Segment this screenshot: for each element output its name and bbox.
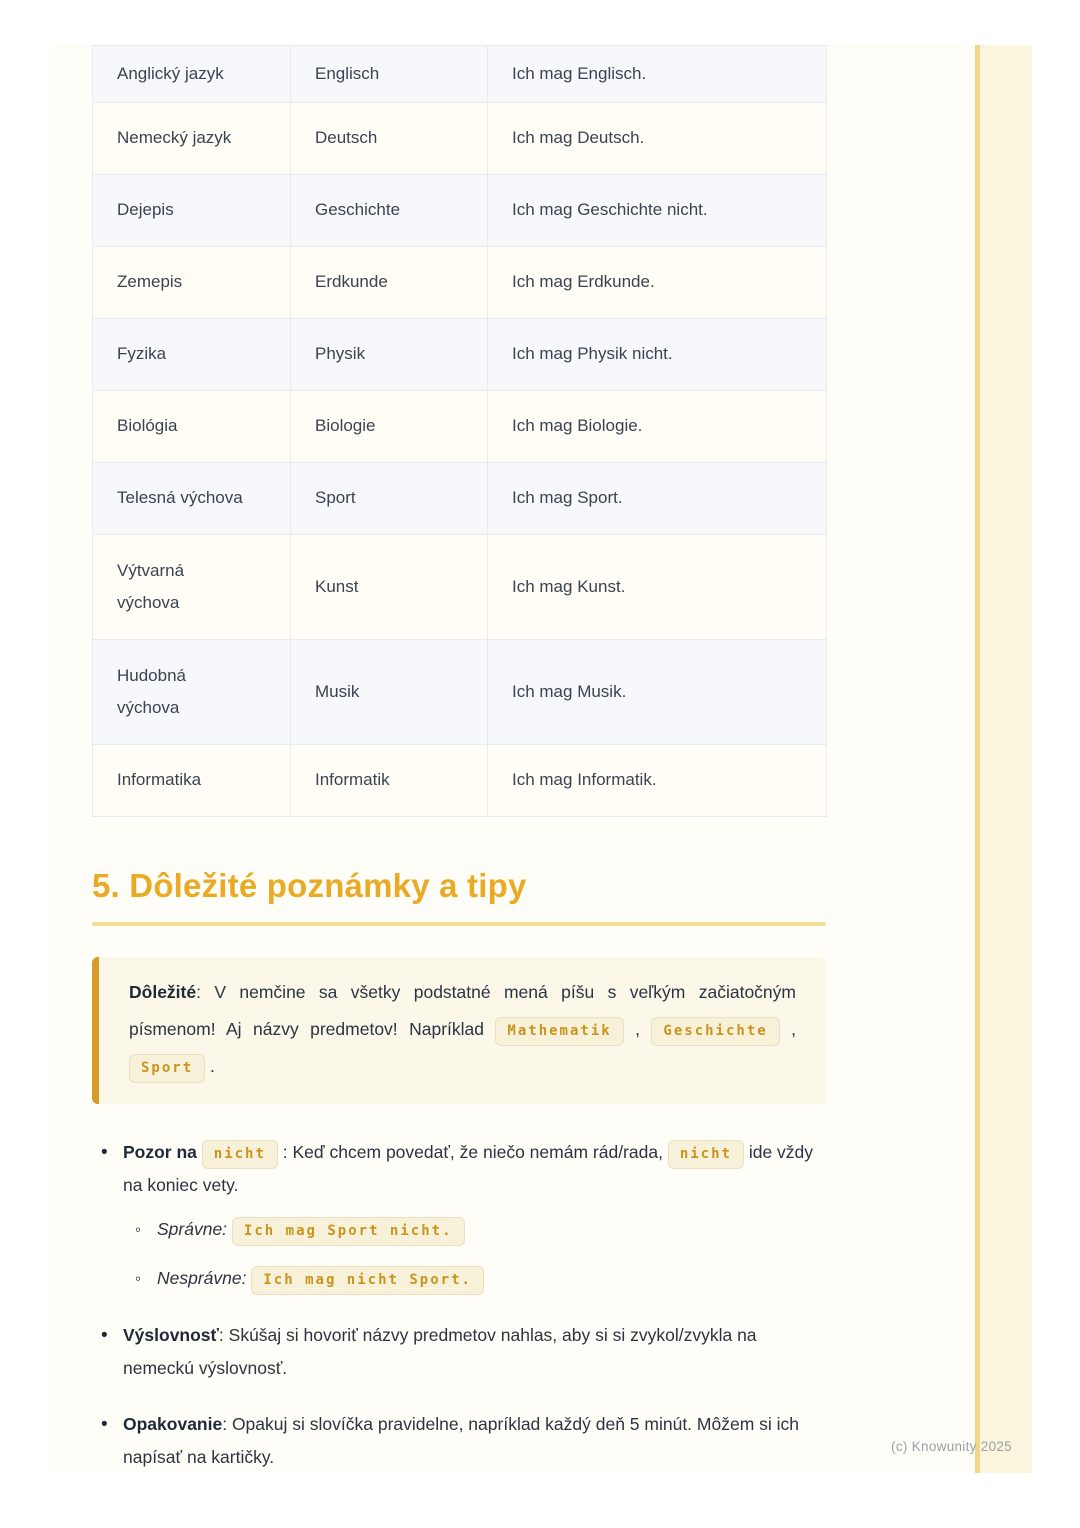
tip-item: • Výslovnosť: Skúšaj si hovoriť názvy predmetov nahlas, aby si si zvykol/zvykla na nemeckú výslovnosť.	[92, 1319, 826, 1385]
subject-sk-cell: Anglický jazyk	[93, 46, 291, 103]
subject-sk-cell: Telesná výchova	[93, 463, 291, 535]
subject-de-cell: Englisch	[291, 46, 488, 103]
page-content	[92, 45, 826, 1497]
tip-item: • Pozor na nicht : Keď chcem povedať, že niečo nemám rád/rada, nicht ide vždy na koniec vety. ◦ Správne: Ich mag Sport nicht. ◦ Nesprávne: Ich mag nicht Sport.	[92, 1136, 826, 1296]
subject-row	[93, 46, 827, 103]
tip-item: • Opakovanie: Opakuj si slovíčka pravidelne, napríklad každý deň 5 minút. Môžem si ich napísať na kartičky.	[92, 1408, 826, 1474]
subject-sk-cell: Výtvarná výchova	[93, 535, 291, 640]
tip-sublist	[123, 1211, 826, 1296]
subject-row	[93, 391, 827, 463]
subject-de-cell: Geschichte	[291, 175, 488, 247]
subject-de-cell: Erdkunde	[291, 247, 488, 319]
subject-example-cell: Ich mag Sport.	[488, 463, 827, 535]
tip-subitem: ◦ Správne: Ich mag Sport nicht.	[123, 1211, 826, 1247]
subject-de-cell: Informatik	[291, 745, 488, 817]
section-heading: 5. Dôležité poznámky a tipy	[92, 867, 527, 904]
subject-de-cell: Musik	[291, 640, 488, 745]
inline-code-badge: Geschichte	[651, 1017, 779, 1046]
subject-row	[93, 175, 827, 247]
inline-code-badge: Mathematik	[495, 1017, 623, 1046]
subject-sk-cell: Fyzika	[93, 319, 291, 391]
notebook-margin-band	[975, 45, 1032, 1473]
subject-example-cell: Ich mag Musik.	[488, 640, 827, 745]
inline-code-badge: Ich mag nicht Sport.	[251, 1266, 484, 1295]
inline-code-badge: Sport	[129, 1054, 205, 1083]
subject-de-cell: Physik	[291, 319, 488, 391]
subject-example-cell: Ich mag Englisch.	[488, 46, 827, 103]
subject-row	[93, 640, 827, 745]
subject-row	[93, 463, 827, 535]
inline-code-badge: nicht	[668, 1140, 744, 1169]
subject-example-cell: Ich mag Kunst.	[488, 535, 827, 640]
subjects-table	[92, 45, 827, 817]
subject-sk-cell: Zemepis	[93, 247, 291, 319]
subject-sk-cell: Hudobná výchova	[93, 640, 291, 745]
subject-row	[93, 535, 827, 640]
subject-row	[93, 745, 827, 817]
subject-example-cell: Ich mag Biologie.	[488, 391, 827, 463]
subject-de-cell: Kunst	[291, 535, 488, 640]
subject-example-cell: Ich mag Erdkunde.	[488, 247, 827, 319]
inline-code-badge: nicht	[202, 1140, 278, 1169]
subject-row	[93, 319, 827, 391]
subject-de-cell: Biologie	[291, 391, 488, 463]
copyright-footer: (c) Knowunity 2025	[891, 1439, 1012, 1454]
subject-sk-cell: Dejepis	[93, 175, 291, 247]
subject-de-cell: Deutsch	[291, 103, 488, 175]
tips-list	[92, 1136, 826, 1474]
document-page	[50, 45, 1032, 1473]
tip-subitem: ◦ Nesprávne: Ich mag nicht Sport.	[123, 1260, 826, 1296]
subject-example-cell: Ich mag Physik nicht.	[488, 319, 827, 391]
subject-sk-cell: Informatika	[93, 745, 291, 817]
subject-sk-cell: Biológia	[93, 391, 291, 463]
subject-example-cell: Ich mag Deutsch.	[488, 103, 827, 175]
subject-de-cell: Sport	[291, 463, 488, 535]
subject-sk-cell: Nemecký jazyk	[93, 103, 291, 175]
callout-text: Dôležité: V nemčine sa všetky podstatné mená píšu s veľkým začiatočným písmenom! Aj názvy predmetov! Napríklad Mathematik , Geschichte , Sport .	[129, 974, 796, 1085]
subject-row	[93, 103, 827, 175]
subject-row	[93, 247, 827, 319]
inline-code-badge: Ich mag Sport nicht.	[232, 1217, 465, 1246]
heading-underline	[92, 922, 826, 926]
important-callout	[92, 957, 826, 1104]
subject-example-cell: Ich mag Informatik.	[488, 745, 827, 817]
subject-example-cell: Ich mag Geschichte nicht.	[488, 175, 827, 247]
